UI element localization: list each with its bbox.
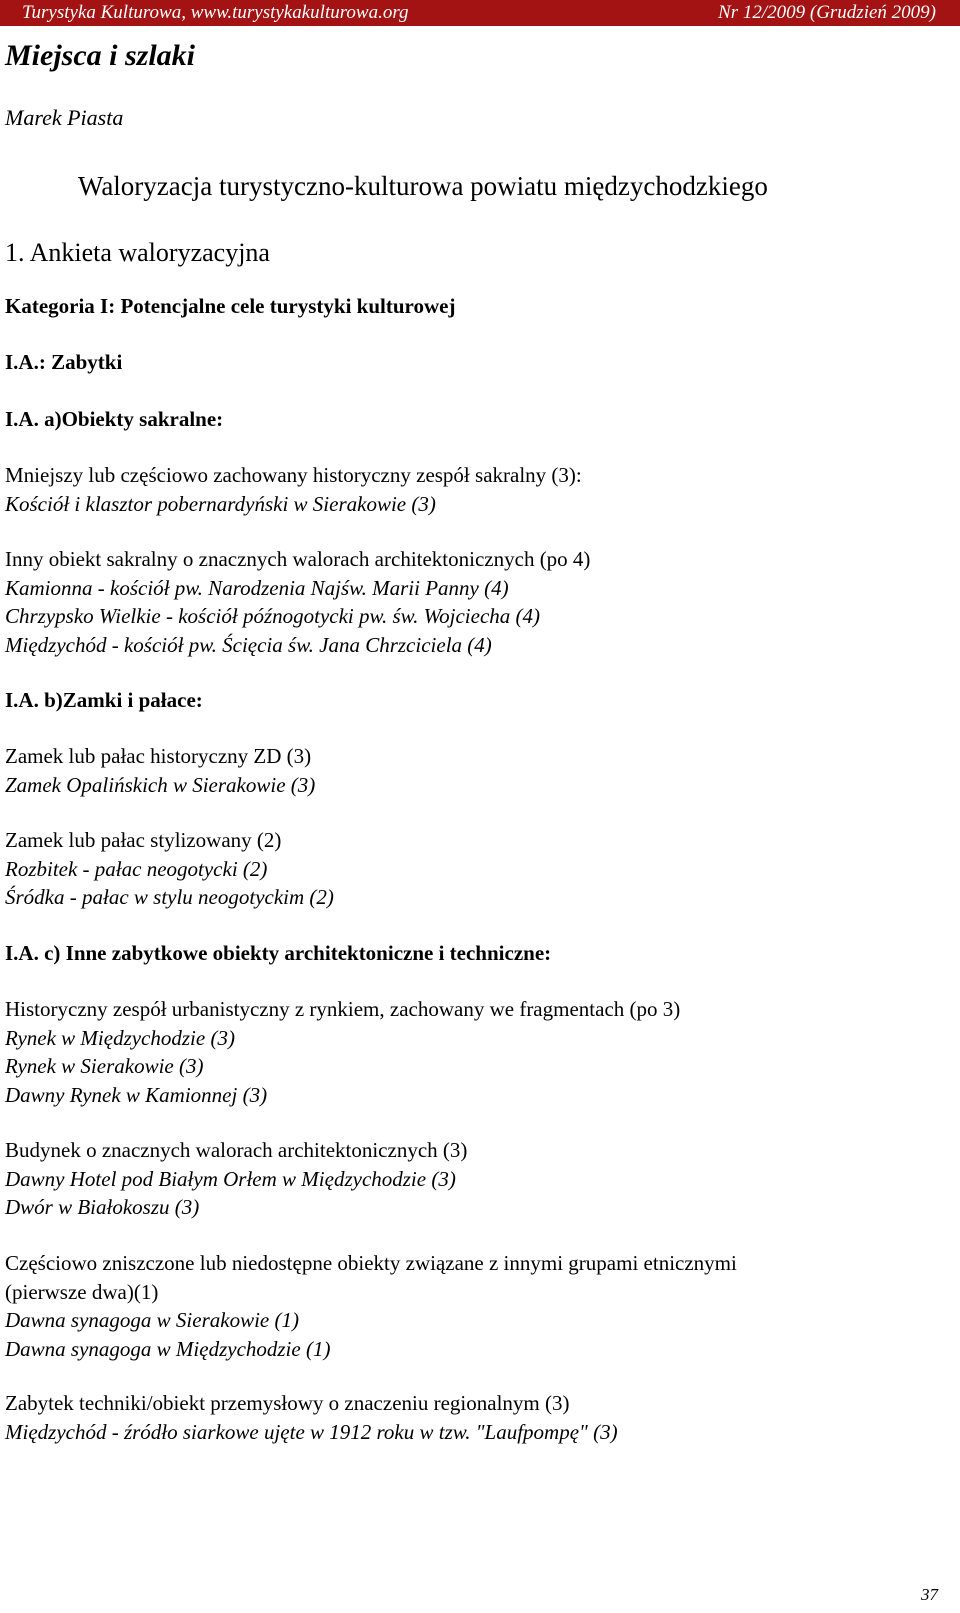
list-item: Dawny Hotel pod Białym Orłem w Międzychodzie (3)	[5, 1166, 456, 1191]
heading-ankieta: 1. Ankieta waloryzacyjna	[5, 238, 270, 267]
section-b-heading: I.A. b)Zamki i pałace:	[5, 688, 203, 712]
section-b-group1	[5, 742, 315, 799]
section-c-group4	[5, 1389, 618, 1446]
group-label: Częściowo zniszczone lub niedostępne obiekty związane z innymi grupami etnicznymi	[5, 1251, 737, 1275]
list-item: Kamionna - kościół pw. Narodzenia Najśw. Marii Panny (4)	[5, 575, 509, 600]
list-item: Zamek Opalińskich w Sierakowie (3)	[5, 772, 316, 797]
list-item: Międzychód - źródło siarkowe ujęte w 1912 roku w tzw. "Laufpompę" (3)	[5, 1419, 618, 1444]
group-label: Zamek lub pałac stylizowany (2)	[5, 828, 282, 852]
page-number: 37	[921, 1585, 938, 1604]
group-label: Budynek o znacznych walorach architektonicznych (3)	[5, 1138, 468, 1162]
list-item: Dwór w Białokoszu (3)	[5, 1195, 200, 1219]
journal-name: Turystyka Kulturowa, www.turystykakulturowa.org	[22, 2, 409, 23]
section-a-heading: I.A. a)Obiekty sakralne:	[5, 407, 224, 431]
subcategory-heading: I.A.: Zabytki	[5, 350, 123, 374]
group-label-continued: (pierwsze dwa)(1)	[5, 1279, 159, 1304]
group-label: Zamek lub pałac historyczny ZD (3)	[5, 744, 312, 768]
section-c-group2	[5, 1136, 467, 1222]
list-item: Dawna synagoga w Sierakowie (1)	[5, 1308, 299, 1332]
list-item: Śródka - pałac w stylu neogotyckim (2)	[5, 885, 334, 909]
section-c-heading: I.A. c) Inne zabytkowe obiekty architektoniczne i techniczne:	[5, 941, 552, 965]
section-a-group2	[5, 545, 590, 659]
section-title: Miejsca i szlaki	[5, 39, 196, 72]
group-label: Inny obiekt sakralny o znacznych walorach architektonicznych (po 4)	[5, 547, 591, 571]
list-item: Rozbitek - pałac neogotycki (2)	[5, 856, 268, 881]
category-heading: Kategoria I: Potencjalne cele turystyki kulturowej	[5, 294, 456, 318]
list-item: Rynek w Sierakowie (3)	[5, 1054, 204, 1078]
list-item: Dawny Rynek w Kamionnej (3)	[5, 1082, 268, 1107]
article-title: Waloryzacja turystyczno-kulturowa powiatu międzychodzkiego	[78, 171, 768, 201]
list-item: Dawna synagoga w Międzychodzie (1)	[5, 1336, 331, 1361]
group-label: Historyczny zespół urbanistyczny z rynkiem, zachowany we fragmentach (po 3)	[5, 997, 681, 1021]
running-header	[0, 0, 960, 26]
group-label: Zabytek techniki/obiekt przemysłowy o znaczeniu regionalnym (3)	[5, 1391, 570, 1415]
section-b-group2	[5, 826, 334, 912]
group-label: Mniejszy lub częściowo zachowany historyczny zespół sakralny (3):	[5, 463, 582, 487]
author-name: Marek Piasta	[5, 105, 124, 130]
issue-number: Nr 12/2009 (Grudzień 2009)	[718, 2, 936, 23]
list-item: Rynek w Międzychodzie (3)	[5, 1025, 235, 1050]
list-item: Chrzypsko Wielkie - kościół późnogotycki pw. św. Wojciecha (4)	[5, 604, 540, 628]
list-item: Kościół i klasztor pobernardyński w Sierakowie (3)	[5, 491, 436, 516]
list-item: Międzychód - kościół pw. Ścięcia św. Jana Chrzciciela (4)	[5, 632, 492, 657]
section-c-group3	[5, 1249, 737, 1363]
section-a-group1	[5, 461, 582, 518]
section-c-group1	[5, 995, 680, 1109]
